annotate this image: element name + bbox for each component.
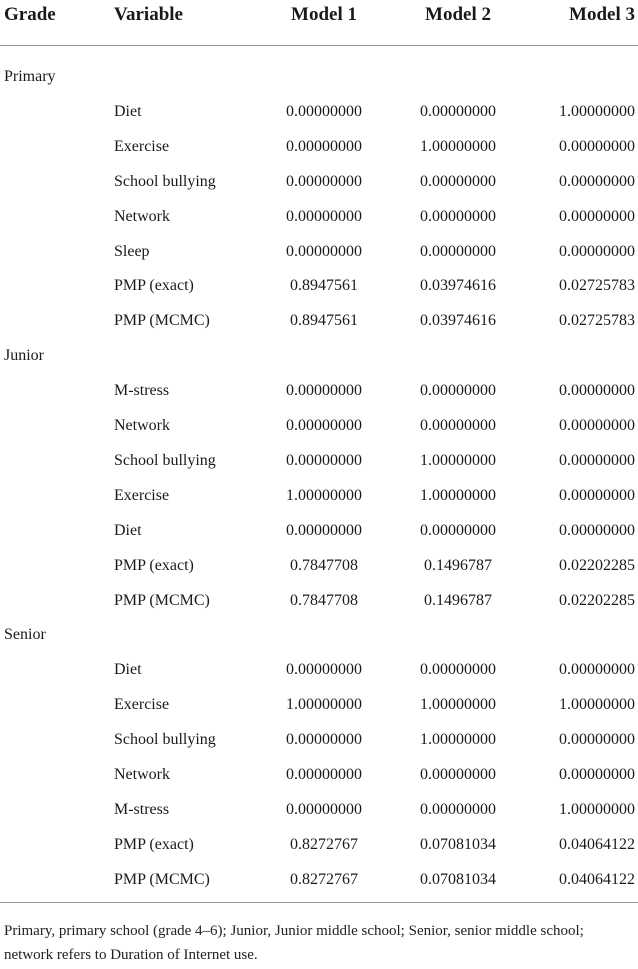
model-2-cell: 0.00000000 xyxy=(420,766,496,783)
model-1-cell: 0.00000000 xyxy=(286,417,362,434)
table-row xyxy=(0,478,638,513)
model-2-cell: 0.07081034 xyxy=(420,835,496,853)
model-3-cell: 1.00000000 xyxy=(559,102,635,120)
model-1-cell: 0.00000000 xyxy=(286,102,362,120)
table-row xyxy=(0,303,638,338)
model-1-cell: 1.00000000 xyxy=(286,486,362,504)
model-1-cell: 0.7847708 xyxy=(290,591,358,609)
model-1-cell: 0.00000000 xyxy=(286,731,362,749)
model-2-cell: 0.00000000 xyxy=(420,172,496,190)
table-row xyxy=(0,199,638,234)
model-3-cell: 0.02202285 xyxy=(559,591,635,609)
table-row xyxy=(0,757,638,792)
model-1-cell: 1.00000000 xyxy=(286,696,362,714)
variable-cell: Exercise xyxy=(114,696,170,714)
variable-cell: Sleep xyxy=(114,242,150,260)
group-row-junior xyxy=(0,338,638,373)
model-1-cell: 0.00000000 xyxy=(286,382,362,400)
model-1-cell: 0.00000000 xyxy=(286,766,362,783)
table-header-row xyxy=(0,0,638,30)
model-2-cell: 0.00000000 xyxy=(420,242,496,260)
model-3-cell: 0.00000000 xyxy=(559,172,635,190)
table-row xyxy=(0,792,638,827)
model-2-cell: 0.1496787 xyxy=(424,591,492,609)
table-row xyxy=(0,129,638,164)
footer-divider xyxy=(0,902,638,903)
variable-cell: PMP (MCMC) xyxy=(114,312,210,330)
model-2-cell: 1.00000000 xyxy=(420,731,496,749)
model-1-cell: 0.7847708 xyxy=(290,556,358,574)
table-row xyxy=(0,583,638,618)
model-3-cell: 0.02725783 xyxy=(559,277,635,295)
model-1-cell: 0.00000000 xyxy=(286,137,362,155)
table-row xyxy=(0,268,638,303)
variable-cell: M-stress xyxy=(114,382,170,400)
table-row xyxy=(0,652,638,687)
variable-cell: Diet xyxy=(114,102,142,120)
group-label: Primary xyxy=(4,68,56,85)
group-row-senior xyxy=(0,617,638,652)
table-row xyxy=(0,234,638,269)
model-3-cell: 0.04064122 xyxy=(559,870,635,888)
table-row xyxy=(0,94,638,129)
variable-cell: PMP (exact) xyxy=(114,556,194,574)
table-row xyxy=(0,548,638,583)
table-row xyxy=(0,443,638,478)
model-1-cell: 0.00000000 xyxy=(286,242,362,260)
model-2-cell: 0.07081034 xyxy=(420,870,496,888)
model-1-cell: 0.8272767 xyxy=(290,870,358,888)
table-row xyxy=(0,164,638,199)
model-1-cell: 0.00000000 xyxy=(286,172,362,190)
variable-cell: Network xyxy=(114,207,170,225)
model-1-cell: 0.00000000 xyxy=(286,207,362,225)
model-3-cell: 1.00000000 xyxy=(559,800,635,818)
model-3-cell: 0.00000000 xyxy=(559,207,635,225)
model-1-cell: 0.00000000 xyxy=(286,661,362,679)
model-3-cell: 0.00000000 xyxy=(559,731,635,749)
table-row xyxy=(0,408,638,443)
model-1-cell: 0.8272767 xyxy=(290,835,358,853)
variable-cell: Diet xyxy=(114,521,142,539)
variable-cell: Exercise xyxy=(114,137,170,155)
model-2-cell: 1.00000000 xyxy=(420,451,496,469)
variable-cell: PMP (MCMC) xyxy=(114,591,210,609)
model-2-cell: 1.00000000 xyxy=(420,696,496,714)
table-row xyxy=(0,513,638,548)
model-1-cell: 0.00000000 xyxy=(286,800,362,818)
variable-cell: M-stress xyxy=(114,800,170,818)
model-2-cell: 0.03974616 xyxy=(420,312,496,330)
table-row xyxy=(0,687,638,722)
model-3-cell: 1.00000000 xyxy=(559,696,635,714)
model-2-cell: 0.00000000 xyxy=(420,661,496,679)
model-3-cell: 0.00000000 xyxy=(559,451,635,469)
model-3-cell: 0.02725783 xyxy=(559,312,635,330)
model-1-cell: 0.8947561 xyxy=(290,312,358,330)
model-1-cell: 0.8947561 xyxy=(290,277,358,295)
model-1-cell: 0.00000000 xyxy=(286,521,362,539)
group-label: Junior xyxy=(4,347,44,365)
model-3-cell: 0.00000000 xyxy=(559,382,635,400)
header-model-3: Model 3 xyxy=(569,4,635,25)
model-2-cell: 0.00000000 xyxy=(420,207,496,225)
header-model-2: Model 2 xyxy=(425,4,491,25)
variable-cell: PMP (exact) xyxy=(114,277,194,295)
variable-cell: School bullying xyxy=(114,451,216,469)
model-3-cell: 0.00000000 xyxy=(559,521,635,539)
variable-cell: PMP (MCMC) xyxy=(114,870,210,888)
model-3-cell: 0.04064122 xyxy=(559,835,635,853)
header-variable: Variable xyxy=(114,4,183,25)
variable-cell: Network xyxy=(114,766,170,783)
variable-cell: PMP (exact) xyxy=(114,835,194,853)
model-2-cell: 0.03974616 xyxy=(420,277,496,295)
table-row xyxy=(0,722,638,757)
model-2-cell: 0.1496787 xyxy=(424,556,492,574)
model-2-cell: 0.00000000 xyxy=(420,521,496,539)
model-3-cell: 0.00000000 xyxy=(559,137,635,155)
table-row xyxy=(0,827,638,862)
model-2-cell: 0.00000000 xyxy=(420,417,496,434)
group-label: Senior xyxy=(4,626,46,644)
model-3-cell: 0.00000000 xyxy=(559,661,635,679)
model-3-cell: 0.00000000 xyxy=(559,242,635,260)
variable-cell: Diet xyxy=(114,661,142,679)
model-3-cell: 0.00000000 xyxy=(559,486,635,504)
header-divider xyxy=(0,45,638,46)
table-row xyxy=(0,373,638,408)
table-row xyxy=(0,862,638,897)
variable-cell: School bullying xyxy=(114,731,216,749)
model-3-cell: 0.02202285 xyxy=(559,556,635,574)
model-2-cell: 1.00000000 xyxy=(420,137,496,155)
model-2-cell: 0.00000000 xyxy=(420,382,496,400)
model-2-cell: 0.00000000 xyxy=(420,102,496,120)
model-3-cell: 0.00000000 xyxy=(559,417,635,434)
header-model-1: Model 1 xyxy=(291,4,357,25)
header-grade: Grade xyxy=(4,4,56,25)
model-1-cell: 0.00000000 xyxy=(286,451,362,469)
model-2-cell: 1.00000000 xyxy=(420,486,496,504)
variable-cell: Exercise xyxy=(114,486,170,504)
table-footnote: Primary, primary school (grade 4–6); Junior, Junior middle school; Senior, senior middle school; network refers to Duration of Internet use. xyxy=(4,923,584,963)
variable-cell: School bullying xyxy=(114,172,216,190)
group-row-primary xyxy=(0,59,638,94)
model-2-cell: 0.00000000 xyxy=(420,800,496,818)
variable-cell: Network xyxy=(114,417,170,434)
model-3-cell: 0.00000000 xyxy=(559,766,635,783)
